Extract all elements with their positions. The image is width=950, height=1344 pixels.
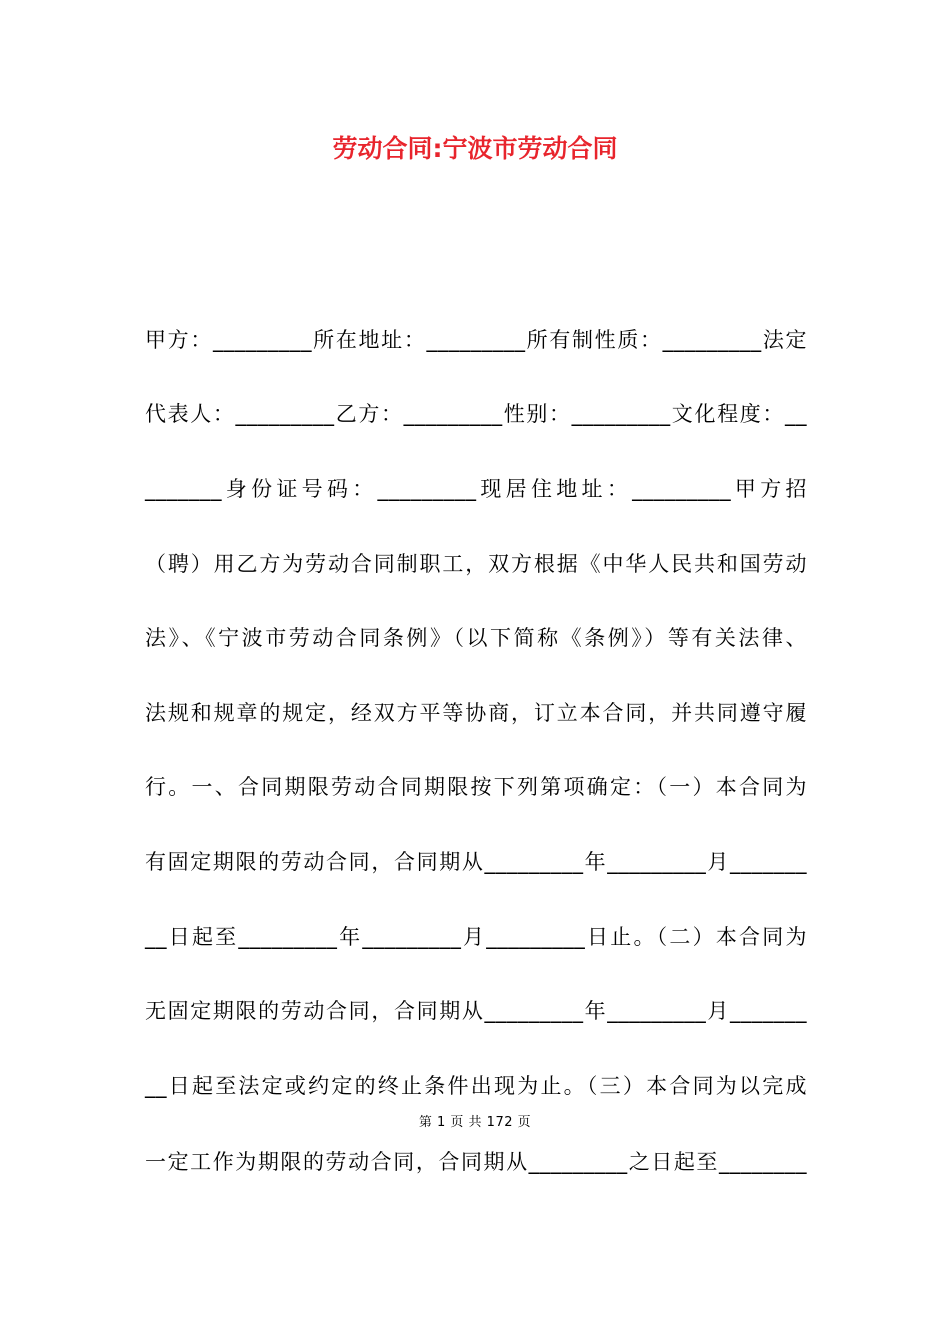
document-title: 劳动合同:宁波市劳动合同 bbox=[332, 134, 618, 163]
body-line-5: 法》、《宁波市劳动合同条例》（以下简称《条例》）等有关法律、 bbox=[145, 626, 807, 650]
body-line-10: 无固定期限的劳动合同，合同期从_________年_________月_______ bbox=[145, 999, 807, 1023]
body-line-8: 有固定期限的劳动合同，合同期从_________年_________月_______ bbox=[145, 850, 807, 874]
body-line-9: __日起至_________年_________月_________日止。（二）本合同为 bbox=[145, 925, 807, 949]
body-line-6: 法规和规章的规定，经双方平等协商，订立本合同，并共同遵守履 bbox=[145, 701, 807, 725]
body-line-12: 一定工作为期限的劳动合同，合同期从_________之日起至________ bbox=[145, 1150, 807, 1174]
body-line-7: 行。一、合同期限劳动合同期限按下列第项确定：（一）本合同为 bbox=[145, 775, 807, 799]
page-number-footer: 第 1 页 共 172 页 bbox=[418, 1115, 532, 1130]
body-line-2: 代表人：_________乙方：_________性别：_________文化程度：__ bbox=[145, 402, 807, 426]
body-line-1: 甲方：_________所在地址：_________所有制性质：_________法定 bbox=[145, 328, 807, 352]
body-line-3: _______身份证号码：_________现居住地址：_________甲方招 bbox=[145, 477, 807, 501]
body-line-11: __日起至法定或约定的终止条件出现为止。（三）本合同为以完成 bbox=[145, 1074, 807, 1098]
body-line-4: （聘）用乙方为劳动合同制职工，双方根据《中华人民共和国劳动 bbox=[145, 552, 807, 576]
